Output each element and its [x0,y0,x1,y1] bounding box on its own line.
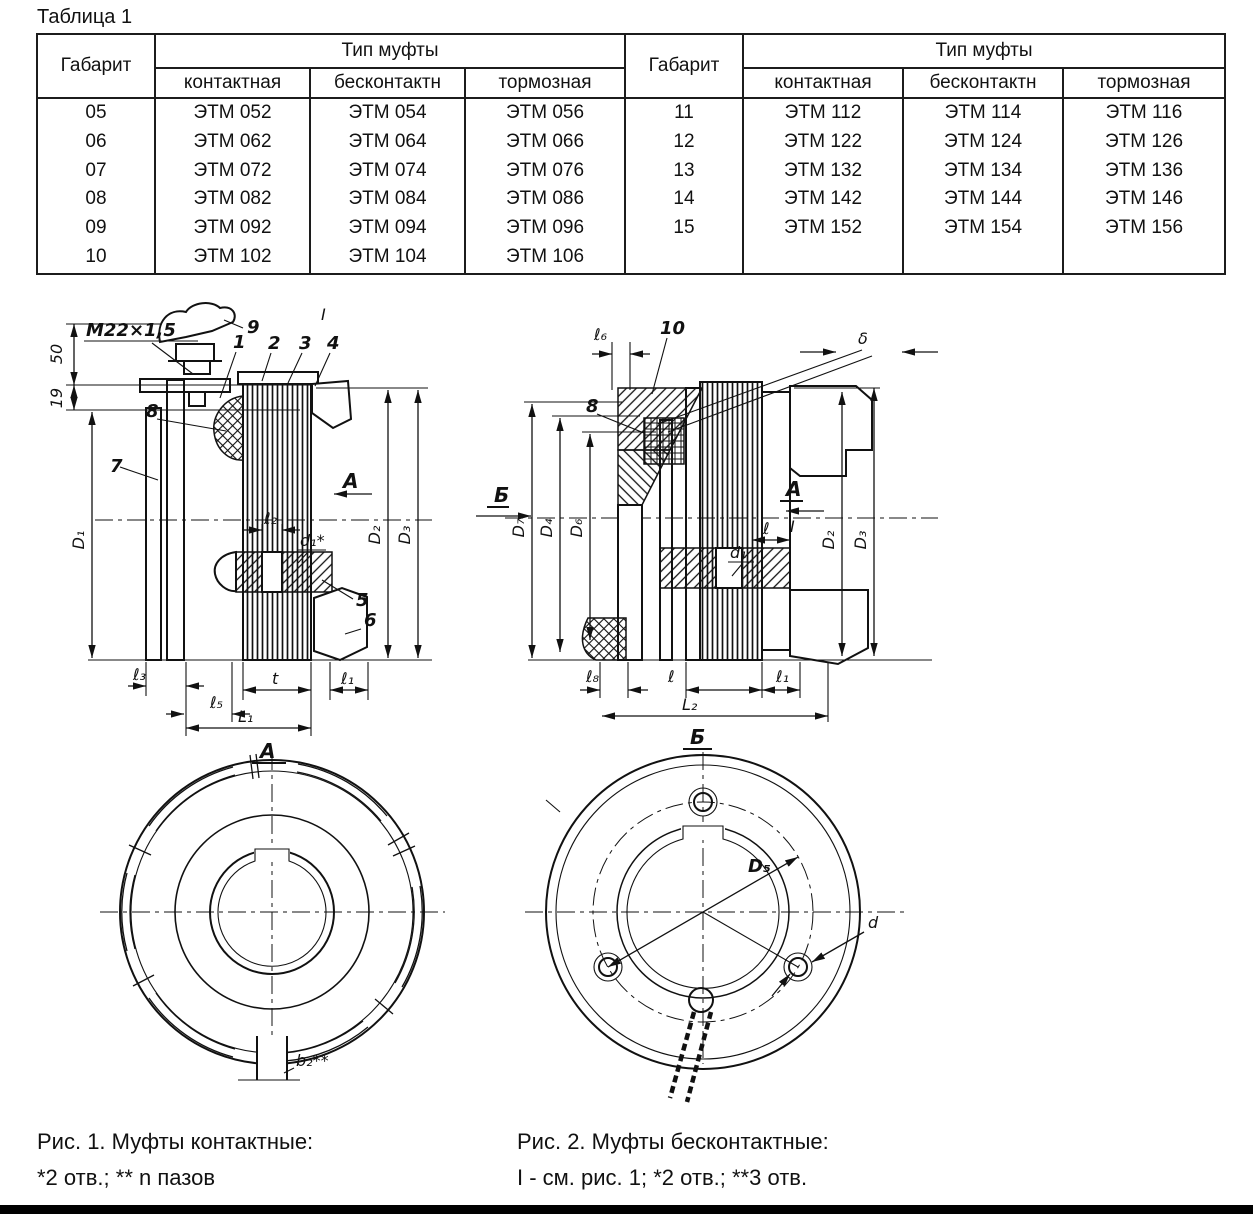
col-group-type-left: Тип муфты [155,34,625,68]
dim-D3-fig2: D₃ [851,530,870,550]
section-A-letter-fig2: А [786,477,802,501]
dim-19: 19 [47,387,66,409]
table-cell-value: ЭТМ 064 [348,130,427,152]
table-cell-value: 07 [85,159,107,181]
table-cell-value: 15 [673,217,695,239]
table-cell-value: ЭТМ 054 [348,102,427,123]
table-cell-value: ЭТМ 052 [193,102,272,123]
fig2-caption-line2: I - см. рис. 1; *2 отв.; **3 отв. [517,1165,808,1190]
part-9-label: 9 [247,317,260,338]
view-A-title: А [260,739,276,763]
table-cell-value: ЭТМ 072 [193,159,272,181]
table-cell-value: ЭТМ 132 [783,159,863,181]
table-cell-value: ЭТМ 142 [783,188,863,210]
table-cell-value: ЭТМ 102 [193,245,272,267]
thread-leader [152,343,193,374]
table-title: Таблица 1 [37,6,133,28]
table-cell-value: ЭТМ 154 [943,217,1023,239]
dim-D7: D₇ [509,518,528,538]
detail-I-mark-fig2: I [790,517,795,536]
dim-d1: d₁* [300,531,325,550]
dim-l1-fig2: ℓ₁ [776,667,790,686]
dim-l-mid: ℓ [763,519,770,538]
col-header-brake-left: тормозная [465,68,625,98]
table-cell-value: ЭТМ 084 [348,188,427,210]
dim-D2: D₂ [365,525,384,545]
fig2-body [582,382,872,664]
table-cell-value: ЭТМ 112 [784,102,862,123]
dim-D3: D₃ [395,525,414,545]
fig2-section-arrow-B [476,483,531,516]
table-cell-value: ЭТМ 062 [193,130,272,152]
dim-t: t [272,669,279,688]
col-header-contact-right: контактная [743,68,903,98]
dim-l2: ℓ₂ [264,509,278,528]
part-2-label: 2 [268,333,281,354]
table-cell-value: ЭТМ 136 [1104,159,1184,181]
table-cell-value: ЭТМ 114 [944,102,1022,123]
detail-I-mark: I [321,305,326,324]
table-cell-value: ЭТМ 156 [1104,217,1184,239]
dim-b2: b₂** [296,1051,329,1070]
fig2-section-arrow-A [780,477,824,536]
table-cell-value: ЭТМ 074 [348,159,427,181]
fig1-caption-line2: *2 отв.; ** n пазов [37,1165,216,1190]
dim-L1: L₁ [238,707,254,726]
table-cell-value: ЭТМ 092 [193,217,272,239]
table-cell-value: 12 [673,130,695,152]
fig1-caption [37,1124,313,1196]
table-cell-value: 05 [85,102,107,123]
fig1-body [146,372,367,660]
dim-l3: ℓ₃ [133,665,147,684]
part-5-label: 5 [356,590,369,611]
section-B-letter: Б [494,483,510,507]
dim-D6: D₆ [567,518,586,538]
part-8-label: 8 [146,401,159,422]
table-cell-value: ЭТМ 094 [348,217,427,239]
section-A-letter: А [343,469,359,493]
table-cell-value: ЭТМ 126 [1104,130,1184,152]
dim-delta: δ [858,329,868,348]
table-cell-value: ЭТМ 144 [943,188,1023,210]
fig2-view-B [525,752,908,1102]
table-cell-value: ЭТМ 066 [505,130,585,152]
table-cell-value: ЭТМ 056 [505,102,585,123]
thread-label: М22×1,5 [86,320,176,341]
dim-D1: D₁ [69,530,88,550]
fig1-length-dims [128,662,368,736]
fig1-bottom-slot [238,1036,329,1080]
table-cell-value: ЭТМ 122 [783,130,863,152]
table-cell-value: ЭТМ 082 [193,188,272,210]
part-7-label: 7 [110,456,123,477]
table-cell-value: ЭТМ 134 [943,159,1023,181]
fig1-section-arrow-A [334,469,372,494]
table-cell-value: ЭТМ 104 [348,245,427,267]
fig1-caption-line1: Рис. 1. Муфты контактные: [37,1129,314,1154]
dim-l-bottom: ℓ [668,667,675,686]
part-4-label: 4 [327,333,340,354]
fig1-cross-section [47,303,432,736]
col-group-type-right: Тип муфты [743,34,1225,68]
fig1-view-A [100,739,445,1080]
fig2-view-title [683,725,712,749]
table-cell-value: ЭТМ 124 [943,130,1023,152]
dim-D5: D₅ [748,856,771,877]
dim-50: 50 [47,343,66,365]
table-cell-value: 08 [85,188,107,210]
col-header-contact-left: контактная [155,68,310,98]
part-8-label-fig2: 8 [586,396,599,417]
table-cell-value: ЭТМ 076 [505,159,585,181]
table-cell-value: ЭТМ 152 [783,217,863,239]
fig2-length-dims [528,660,932,722]
view-B-title: Б [690,725,706,749]
table-cell-value: 10 [85,245,107,267]
bottom-black-bar [0,1205,1253,1214]
dim-l5: ℓ₅ [210,693,224,712]
fig1-terminal-assembly [140,303,235,406]
fig2-caption-line1: Рис. 2. Муфты бесконтактные: [517,1129,829,1154]
dim-L2: L₂ [682,695,698,714]
dim-l1: ℓ₁ [341,669,355,688]
table-cell-value: ЭТМ 106 [505,245,585,267]
col-header-noncontact-right: бесконтактн [903,68,1063,98]
table-cell-value: ЭТМ 146 [1104,188,1184,210]
part-10-label: 10 [660,318,686,339]
part-1-label: 1 [233,332,246,353]
fig2-wires [670,988,713,1102]
fig2-l6-dim [592,325,650,390]
dim-l6: ℓ₆ [594,325,608,344]
col-header-gabarit-left: Габарит [37,34,155,98]
table-cell-value: ЭТМ 096 [505,217,585,239]
dim-D2-fig2: D₂ [819,530,838,550]
table-cell-value: 09 [85,217,107,239]
table-cell-value: 14 [673,188,695,210]
fig2-caption [517,1124,829,1196]
dim-l8: ℓ₈ [586,667,600,686]
table-cell-value: 11 [674,102,694,123]
dim-d: d [868,913,879,932]
dim-D4: D₄ [537,518,556,538]
col-header-noncontact-left: бесконтактн [310,68,465,98]
col-header-gabarit-right: Габарит [625,34,743,98]
dim-d1-fig2: d₁ [730,543,747,562]
part-6-label: 6 [364,610,377,631]
table-cell-value: 13 [673,159,695,181]
table-cell-value: ЭТМ 116 [1105,102,1183,123]
col-header-brake-right: тормозная [1063,68,1225,98]
table-cell-value: 06 [85,130,107,152]
table-cell-value: ЭТМ 086 [505,188,585,210]
part-3-label: 3 [299,333,312,354]
fig2-cross-section [476,318,938,749]
